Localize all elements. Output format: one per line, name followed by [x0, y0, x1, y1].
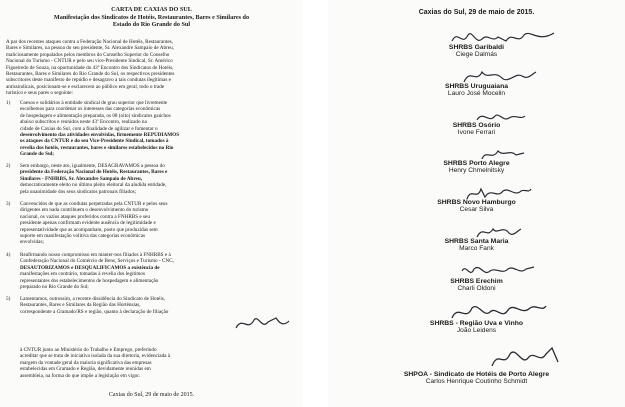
signature-org: SHRBS - Região Uva e Vinho: [429, 320, 524, 327]
signature-org: SHRBS Novo Hamburgo: [437, 199, 516, 206]
closing-line: margem da vontade geral da maioria significativa das empresas: [20, 359, 152, 366]
clause-line: presidente da Federação Nacional de Hotéis, Restaurantes, Bares e: [20, 169, 168, 176]
clause-line: Coesos e solidários à entidade sindical de grau superior que livremente: [20, 100, 168, 106]
signature-org: SHRBS Santa Maria: [444, 238, 509, 245]
clause-line: Lamentamos, outrossim, a recente dissidência do Sindicato de Hotéis,: [20, 296, 166, 302]
title-line: Manifestação dos Sindicatos de Hotéis, Restaurantes, Bares e Similares do: [53, 13, 250, 21]
clause-number: 2): [6, 163, 11, 169]
signature-person: Henry Chmelnitsky: [448, 167, 505, 174]
signature-org: SHRBS Erechim: [450, 278, 503, 285]
letter-date: Caxias do Sul, 29 de maio de 2015.: [108, 392, 195, 398]
signature-person: Ivone Ferrari: [457, 129, 496, 136]
signature-person: Marco Fank: [459, 245, 494, 252]
clause-line: Similares - FNHRBS, Sr. Alexandre Sampaio de Abreu,: [20, 175, 143, 182]
closing-line: acreditar que se trata de iniciativa isolada da sua diretoria, evidenciada à: [20, 353, 171, 360]
handwritten-signature: [478, 145, 528, 163]
clause-line: escolhemos para coordenar os interesses das categorias econômicas: [20, 106, 161, 113]
title-line: Estado do Rio Grande do Sul: [112, 21, 191, 28]
signatures-page: [328, 0, 625, 407]
signature-person: João Leidens: [456, 327, 497, 334]
clause-line: representantes dos estabelecimentos de hospedagem e alimentação: [20, 277, 159, 284]
signature-org: SHPOA - Sindicato de Hotéis de Porto Alegre: [403, 371, 550, 378]
signature-org: SHRBS Garibaldi: [448, 44, 505, 51]
initials-signature: [232, 312, 292, 334]
clause-line: manifestações em contrário, tomadas à revelia dos legítimos: [20, 271, 146, 278]
signature-org: SHRBS Uruguaiana: [444, 83, 509, 90]
clause-line: DESAUTORIZAMOS e DESQUALIFICAMOS a existência de: [20, 264, 160, 271]
intro-line: antissindicais, posicionam-se e esclarecem ao público em geral, todo o trade: [6, 83, 165, 90]
clause-line: representatividade que as acompanham, posto que produzidas sem: [20, 226, 158, 233]
clause-line: Convencidos de que as condutas perpetradas pela CNTUR e pelos seus: [20, 201, 168, 207]
clause-line: dirigentes em nada contribuem o desenvolvimento do turismo: [20, 207, 149, 214]
signature-person: Cesar Silva: [459, 206, 494, 213]
handwritten-signature: [473, 223, 523, 241]
intro-line: Restaurantes, Bares e Similares do Rio Grande do Sul, os respectivos presidentes: [6, 71, 175, 78]
letter-page: [0, 0, 303, 407]
intro-line: Bares e Similares, na pessoa do seu presidente, Sr. Alexandre Sampaio de Abreu,: [6, 45, 174, 52]
clause-line: abaixo subscritos e reunidos neste 43º Encontro, realizado na: [20, 119, 147, 126]
clause-number: 3): [6, 201, 11, 207]
clause-number: 1): [6, 100, 11, 106]
closing-line: estabelecidas em Gramado e Região, devidamente reunidas em: [20, 366, 151, 373]
clause-line: de hospedagem e alimentação preparada, os 08 (oito) sindicatos gaúchos: [20, 112, 171, 119]
signature-person: Ciege Dalmás: [455, 51, 498, 58]
intro-line: Nacional do Turismo - CNTUR e pelo seu vice-Presidente Sindical, Sr. Américo: [6, 58, 173, 65]
signature-person: Charli Oldoni: [457, 285, 496, 292]
clause-line: desenvolvimento das atividades envolvidas, firmemente REPUDIAMOS: [20, 132, 180, 139]
handwritten-signature: [448, 298, 548, 324]
clause-line: cidade de Caxias do Sul, com a finalidade de agilizar e fomentar o: [20, 125, 158, 132]
intro-line: turístico e seus pares o seguinte:: [6, 90, 73, 97]
clause-line: envolvidas;: [20, 239, 44, 246]
handwritten-signature: [456, 261, 536, 281]
signature-org: SHRBS Osório: [452, 122, 501, 129]
clause-line: nacional, os vazios ataques proferidos contra a FNHRBS e seu: [20, 213, 150, 220]
clause-line: Sem embargo, neste ato, igualmente, DESAGRAVAMOS a pessoa do: [20, 163, 165, 169]
clause-number: 5): [6, 296, 11, 302]
handwritten-signature: [488, 344, 563, 372]
clause-line: Reafirmando nosso compromisso em manter-nos filiados à FNHRBS e à: [20, 252, 171, 258]
clause-line: Confederação Nacional do Comércio de Bens, Serviços e Turismo - CNC,: [20, 258, 174, 265]
signature-person: Carlos Henrique Coutinho Schmidt: [425, 378, 528, 385]
clause-line: suporte em manifestação volitiva das categorias econômicas: [20, 233, 146, 240]
intro-line: subscritores deste manifesto de repúdio e desagravo a tais condutas ilegítimas e: [6, 77, 171, 84]
clause-line: Restaurantes, Bares e Similares da Região das Hortênsias,: [20, 302, 141, 309]
signature-org: SHRBS Porto Alegre: [443, 160, 510, 167]
closing-line: assembleia, na forma do que impõe a legislação em vigor.: [20, 372, 140, 379]
clause-line: democraticamente eleito no último pleito eleitoral da aludida entidade,: [20, 182, 167, 189]
clause-line: preparado no Rio Grande do Sul;: [20, 284, 89, 291]
handwritten-signature: [448, 27, 558, 49]
title-line: CARTA DE CAXIAS DO SUL: [111, 6, 192, 13]
letter-title: [0, 6, 303, 29]
page-gutter: [303, 0, 328, 407]
clause-line: revelia dos hotéis, restaurantes, bares e similares estabelecidos no Rio: [20, 144, 174, 151]
handwritten-signature: [458, 66, 538, 86]
intro-line: maliciosamente propalados pelos membros do Conselho Superior do Conselho: [6, 51, 170, 58]
clause-line: presidente apenas confirmam evidente ausência de legitimidade e: [20, 220, 156, 227]
intro-line: A par dos recentes ataques contra a Federação Nacional de Hotéis, Restaurantes,: [6, 39, 173, 45]
signature-person: Lauro José Mocelin: [447, 90, 506, 97]
letter-intro: [6, 39, 296, 97]
handwritten-signature: [463, 183, 533, 203]
intro-line: Figueiredo de Souza, na oportunidade do 43º Encontro dos Sindicatos de Hotéis,: [6, 64, 174, 71]
clause-line: pela unanimidade dos seus sindicatos patronais filiados;: [20, 188, 137, 195]
clause-line: os ataques da CNTUR e do seu Vice-Presidente Sindical, tomados à: [20, 138, 169, 145]
clause-line: Grande do Sul;: [20, 151, 55, 158]
closing-line: à CNTUR junto ao Ministério do Trabalho e Emprego, preferindo: [20, 347, 157, 353]
clause-line: correspondente a Gramado/RS e região, quanto à declaração de filiação: [20, 308, 169, 315]
handwritten-signature: [473, 108, 528, 126]
signature-block: [328, 371, 625, 385]
signatures-date: Caxias do Sul, 29 de maio de 2015.: [418, 9, 535, 16]
clause-number: 4): [6, 252, 11, 258]
signature-block: [328, 160, 625, 174]
